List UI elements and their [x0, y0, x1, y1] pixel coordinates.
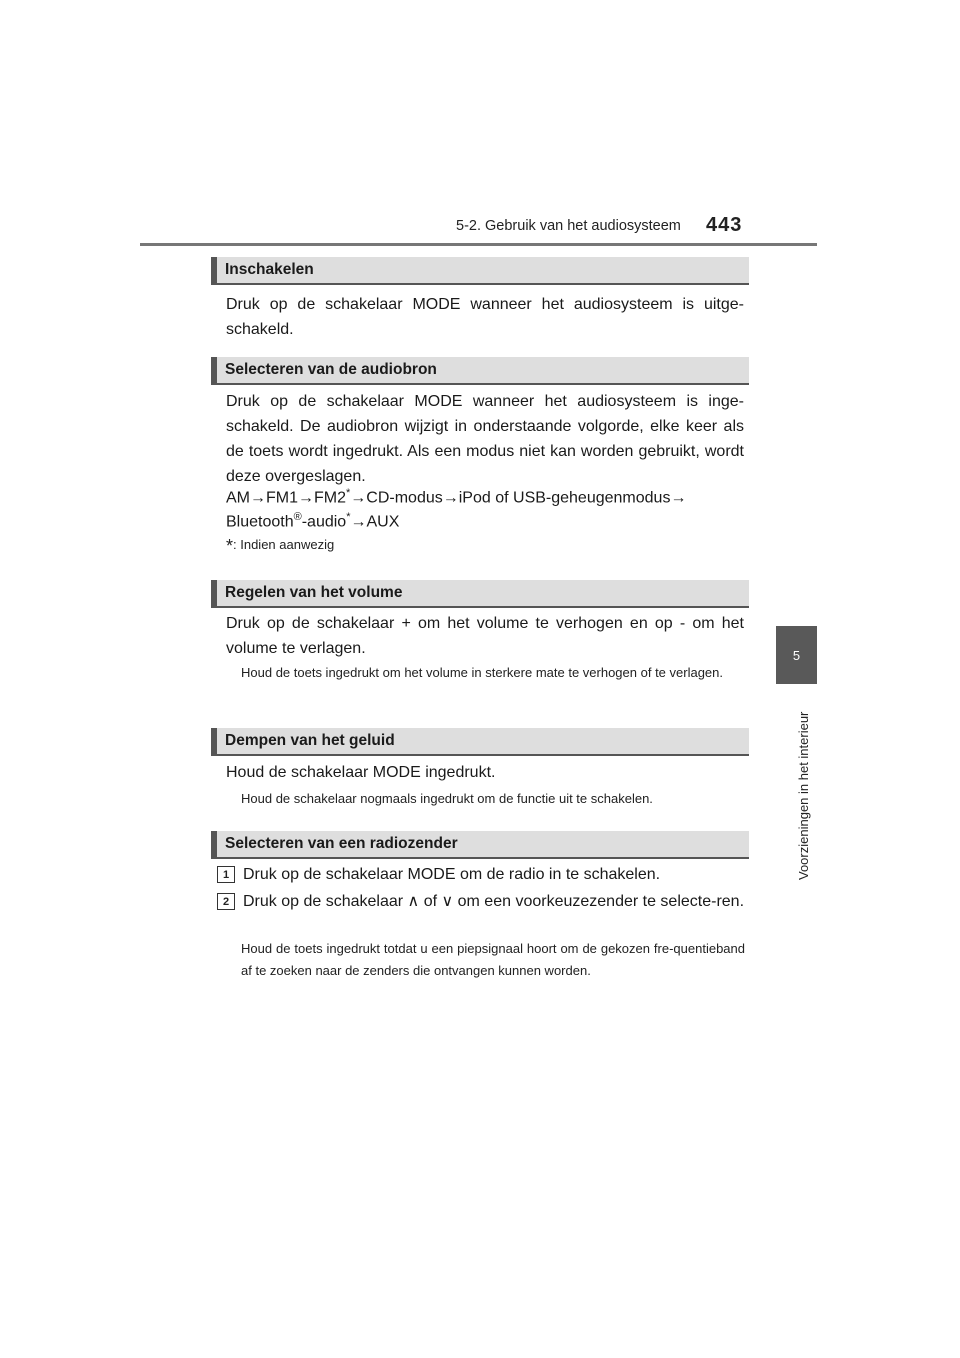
header-divider — [140, 243, 817, 246]
heading-dempen-text: Dempen van het geluid — [225, 732, 395, 749]
page-number: 443 — [706, 214, 743, 236]
heading-inschakelen-text: Inschakelen — [225, 261, 314, 278]
registered-mark: ® — [293, 511, 302, 523]
text-dempen: Houd de schakelaar MODE ingedrukt. — [226, 764, 496, 781]
source-sequence-line-1: AM→FM1→FM2*→CD-modus→iPod of USB-geheugenmodus→ — [226, 487, 687, 507]
note-radiozender: Houd de toets ingedrukt totdat u een piepsignaal hoort om de gekozen fre-quentieband af te zoeken naar de zenders die ontvangen kunnen worden. — [241, 941, 745, 978]
heading-audiobron — [211, 357, 749, 385]
arrow-icon: → — [442, 489, 459, 507]
text-audiobron: Druk op de schakelaar MODE wanneer het audiosysteem is inge-schakeld. De audiobron wijzigt in onderstaande volgorde, elke keer als de toets wordt ingedrukt. Als een modus niet kan worden gebruikt, wordt deze overgeslagen. — [226, 393, 744, 485]
arrow-icon: → — [350, 513, 367, 531]
step-2-badge: 2 — [217, 893, 235, 910]
heading-radiozender — [211, 831, 749, 859]
chapter-tab — [776, 626, 817, 684]
footnote-text: : Indien aanwezig — [233, 537, 335, 552]
asterisk-mark: * — [346, 487, 351, 499]
step-1-text: Druk op de schakelaar MODE om de radio in te schakelen. — [243, 866, 661, 883]
note-dempen: Houd de schakelaar nogmaals ingedrukt om de functie uit te schakelen. — [241, 791, 653, 806]
chapter-title: Voorzieningen in het interieur — [796, 711, 811, 880]
chapter-number: 5 — [792, 647, 801, 663]
heading-radiozender-text: Selecteren van een radiozender — [225, 835, 458, 852]
footnote — [226, 536, 334, 557]
arrow-icon: → — [350, 489, 367, 507]
heading-audiobron-text: Selecteren van de audiobron — [225, 361, 437, 378]
arrow-icon: → — [670, 489, 687, 507]
text-inschakelen: Druk op de schakelaar MODE wanneer het audiosysteem is uitge-schakeld. — [226, 296, 744, 338]
note-volume: Houd de toets ingedrukt om het volume in sterkere mate te verhogen of te verlagen. — [241, 665, 723, 680]
heading-dempen — [211, 728, 749, 756]
step-1-badge: 1 — [217, 866, 235, 883]
arrow-icon: → — [298, 489, 314, 507]
header-section-title: 5-2. Gebruik van het audiosysteem — [456, 218, 681, 234]
arrow-icon: → — [250, 489, 266, 507]
footnote-asterisk: * — [226, 536, 234, 556]
step-2-text: Druk op de schakelaar ∧ of ∨ om een voorkeuzezender te selecte-ren. — [243, 893, 745, 910]
heading-volume-text: Regelen van het volume — [225, 584, 403, 601]
heading-inschakelen — [211, 257, 749, 285]
asterisk-mark: * — [346, 511, 351, 523]
text-volume: Druk op de schakelaar + om het volume te verhogen en op - om het volume te verlagen. — [226, 615, 744, 657]
source-sequence-line-2: Bluetooth®-audio*→AUX — [226, 511, 400, 531]
heading-volume — [211, 580, 749, 608]
